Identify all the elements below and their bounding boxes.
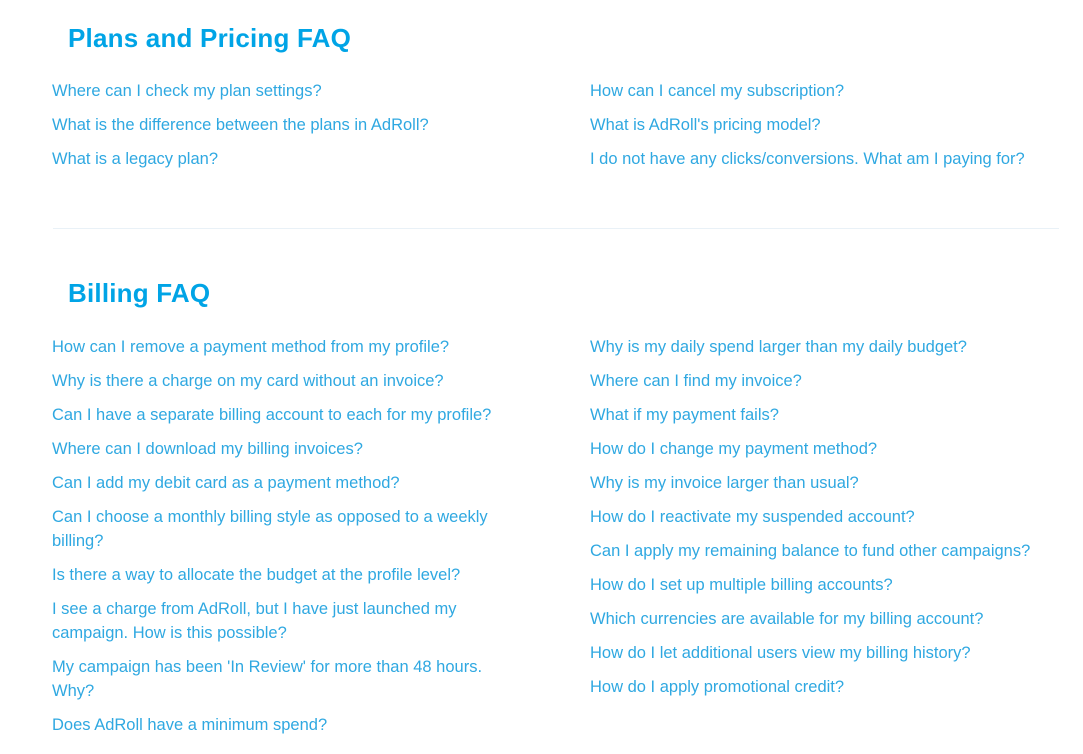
plans-pricing-left-column [52, 79, 505, 181]
faq-question-link[interactable]: How do I let additional users view my billing history? [590, 644, 971, 662]
plans-pricing-columns [52, 79, 1059, 181]
section-divider [53, 228, 1059, 229]
faq-question-link[interactable]: Where can I download my billing invoices? [52, 440, 363, 458]
faq-question-link[interactable]: Where can I check my plan settings? [52, 82, 322, 100]
faq-question-link[interactable]: Can I add my debit card as a payment method? [52, 474, 400, 492]
faq-question-link[interactable]: I do not have any clicks/conversions. What am I paying for? [590, 150, 1025, 168]
faq-question-link[interactable]: Does AdRoll have a minimum spend? [52, 716, 328, 734]
faq-question-link[interactable]: What if my payment fails? [590, 406, 779, 424]
faq-question-link[interactable]: Why is there a charge on my card without an invoice? [52, 372, 444, 390]
faq-question-link[interactable]: Is there a way to allocate the budget at the profile level? [52, 566, 461, 584]
faq-question-link[interactable]: How do I reactivate my suspended account? [590, 508, 915, 526]
billing-right-column [590, 335, 1059, 747]
faq-question-link[interactable]: What is AdRoll's pricing model? [590, 116, 821, 134]
faq-question-link[interactable]: Why is my invoice larger than usual? [590, 474, 859, 492]
faq-question-link[interactable]: Can I have a separate billing account to each for my profile? [52, 406, 492, 424]
faq-question-link[interactable]: How can I cancel my subscription? [590, 82, 845, 100]
billing-section-title: Billing FAQ [68, 278, 211, 308]
faq-question-link[interactable]: How can I remove a payment method from my profile? [52, 338, 450, 356]
faq-question-link[interactable]: What is the difference between the plans in AdRoll? [52, 116, 429, 134]
plans-pricing-right-column [590, 79, 1059, 181]
faq-question-link[interactable]: My campaign has been 'In Review' for more than 48 hours. Why? [52, 658, 483, 700]
faq-question-link[interactable]: How do I change my payment method? [590, 440, 878, 458]
faq-question-link[interactable]: Where can I find my invoice? [590, 372, 802, 390]
faq-question-link[interactable]: Which currencies are available for my billing account? [590, 610, 984, 628]
faq-question-link[interactable]: How do I apply promotional credit? [590, 678, 845, 696]
faq-question-link[interactable]: Can I choose a monthly billing style as opposed to a weekly billing? [52, 508, 488, 550]
billing-section [52, 277, 1059, 747]
plans-pricing-section-title: Plans and Pricing FAQ [68, 23, 352, 53]
faq-question-link[interactable]: How do I set up multiple billing accounts? [590, 576, 893, 594]
plans-pricing-section [52, 22, 1059, 181]
billing-columns [52, 335, 1059, 747]
faq-question-link[interactable]: I see a charge from AdRoll, but I have just launched my campaign. How is this possible? [52, 600, 457, 642]
faq-question-link[interactable]: What is a legacy plan? [52, 150, 219, 168]
faq-question-link[interactable]: Can I apply my remaining balance to fund other campaigns? [590, 542, 1031, 560]
billing-left-column [52, 335, 505, 747]
faq-question-link[interactable]: Why is my daily spend larger than my daily budget? [590, 338, 967, 356]
